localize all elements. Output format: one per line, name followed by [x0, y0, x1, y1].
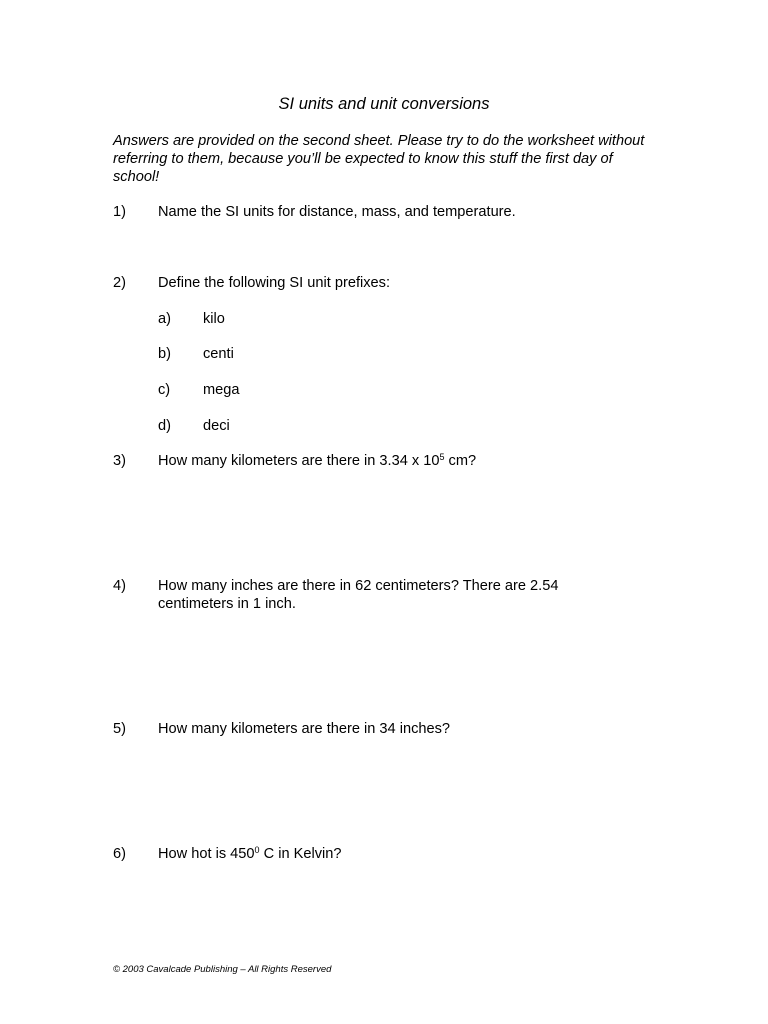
question-2b-letter: b)	[158, 346, 171, 362]
question-5-number: 5)	[113, 721, 126, 737]
question-2-text: Define the following SI unit prefixes:	[158, 275, 391, 291]
question-4-text: How many inches are there in 62 centimeters? There are 2.54 centimeters in 1 inch.	[158, 578, 559, 612]
question-4-number: 4)	[113, 578, 126, 594]
question-1-text: Name the SI units for distance, mass, and temperature.	[158, 204, 516, 220]
question-3-number: 3)	[113, 453, 126, 469]
question-5-text: How many kilometers are there in 34 inches?	[158, 721, 451, 737]
question-2d-letter: d)	[158, 418, 171, 434]
question-2b-text: centi	[203, 346, 234, 362]
question-3-exponent: 5	[439, 452, 445, 462]
question-3-text-before: How many kilometers are there in 3.34 x 10	[158, 453, 440, 469]
question-2a-letter: a)	[158, 311, 171, 327]
question-2-number: 2)	[113, 275, 126, 291]
question-6-number: 6)	[113, 846, 126, 862]
question-2d-text: deci	[203, 418, 230, 434]
question-2a-text: kilo	[203, 311, 225, 327]
question-2c-letter: c)	[158, 382, 171, 398]
question-6-text-after: C in Kelvin?	[259, 846, 342, 862]
question-3-text	[158, 452, 638, 470]
question-2c-text: mega	[203, 382, 240, 398]
page-title: SI units and unit conversions	[278, 95, 490, 113]
copyright-footer: © 2003 Cavalcade Publishing – All Rights Reserved	[113, 964, 332, 975]
question-6-text-before: How hot is 450	[158, 846, 255, 862]
question-6-text	[158, 845, 638, 863]
question-1-number: 1)	[113, 204, 126, 220]
question-6-superscript: 0	[254, 845, 260, 855]
question-3-text-after: cm?	[444, 453, 477, 469]
intro-paragraph: Answers are provided on the second sheet. Please try to do the worksheet without referring to them, because you’ll be expected to know this stuff the first day of school!	[113, 133, 645, 185]
